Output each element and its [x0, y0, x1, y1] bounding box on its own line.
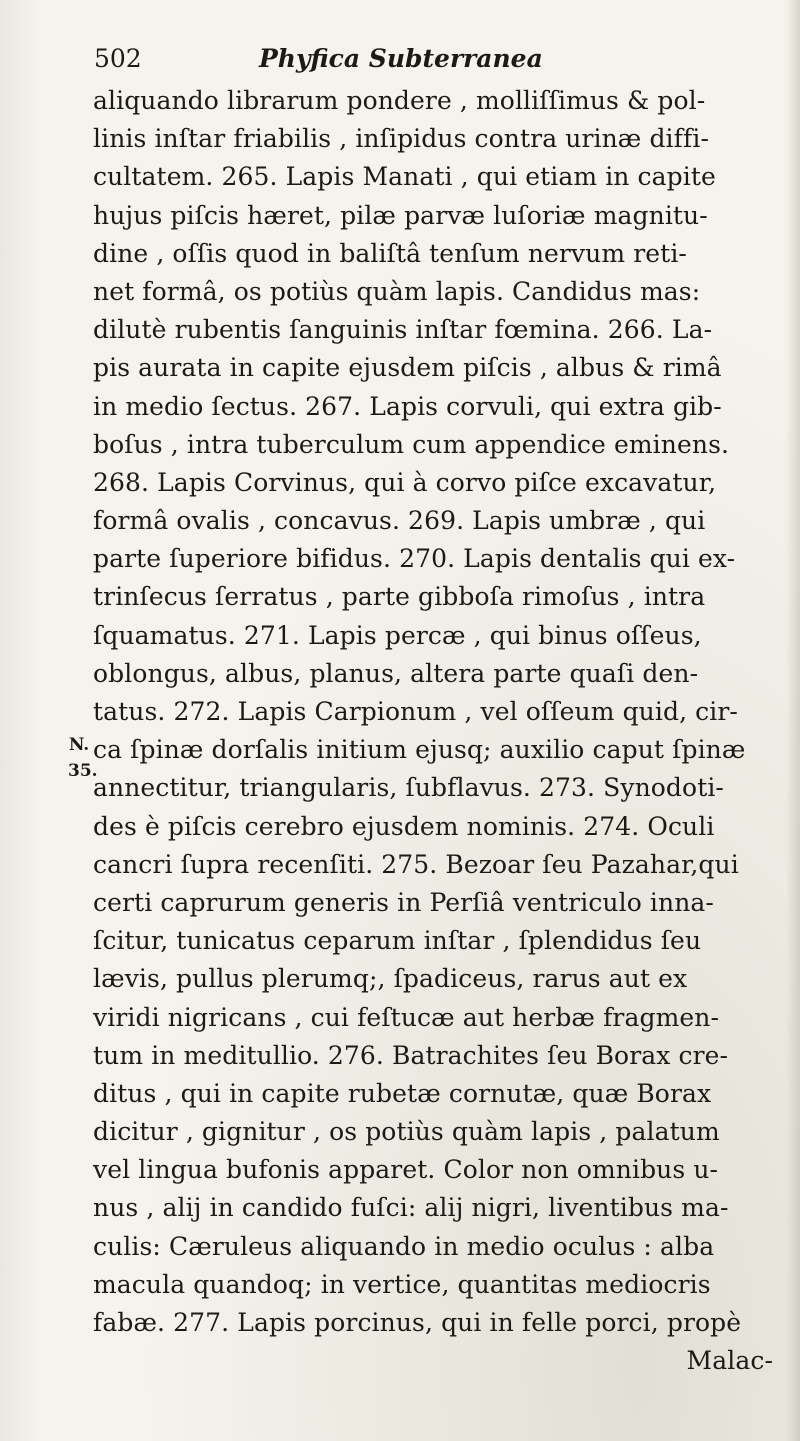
text-line: in medio ſectus. 267. Lapis corvuli, qui extra gib- [93, 391, 722, 421]
text-line: viridi nigricans , cui feſtucæ aut herbæ fragmen- [93, 1002, 720, 1032]
text-line: vel lingua bufonis apparet. Color non omnibus u- [93, 1155, 719, 1185]
text-line: 268. Lapis Corvinus, qui à corvo piſce excavatur, [93, 467, 717, 497]
text-line: dilutè rubentis ſanguinis inſtar fœmina. 266. La- [93, 315, 713, 345]
text-line: pis aurata in capite ejusdem piſcis , albus & rimâ [93, 353, 722, 383]
text-line: linis inſtar friabilis , inſipidus contra urinæ diffi- [93, 124, 709, 154]
text-line: culis: Cæruleus aliquando in medio oculus : alba [93, 1231, 715, 1261]
text-line: parte ſuperiore bifidus. 270. Lapis dentalis qui ex- [93, 544, 736, 574]
catchword: Malac- [686, 1346, 773, 1376]
text-line: dicitur , gignitur , os potiùs quàm lapis , palatum [93, 1117, 720, 1147]
margin-note-line: 35. [68, 761, 98, 781]
margin-note-line: N. [68, 735, 90, 755]
text-line: fabæ. 277. Lapis porcinus, qui in felle porci, propè [93, 1308, 742, 1337]
text-line: tatus. 272. Lapis Carpionum , vel oſſeum quid, cir- [93, 697, 738, 726]
text-line: trinſecus ſerratus , parte gibboſa rimoſus , intra [93, 582, 706, 612]
body-text [93, 82, 783, 1380]
text-line: ſcitur, tunicatus ceparum inſtar , ſplendidus ſeu [93, 926, 702, 956]
running-title: Phyfica Subterranea [259, 44, 543, 73]
text-line: des è piſcis cerebro ejusdem nominis. 274. Oculi [93, 811, 715, 841]
margin-note [68, 732, 98, 784]
text-line: nus , alij in candido fuſci: alij nigri, liventibus ma- [93, 1193, 729, 1223]
page-number: 502 [94, 44, 142, 73]
text-line: annectitur, triangularis, ſubflavus. 273. Synodoti- [93, 773, 724, 803]
text-line: tum in meditullio. 276. Batrachites ſeu Borax cre- [93, 1040, 729, 1070]
text-line: boſus , intra tuberculum cum appendice eminens. [93, 429, 730, 459]
text-line: net formâ, os potiùs quàm lapis. Candidus mas: [93, 276, 701, 306]
text-line: certi caprurum generis in Perſiâ ventriculo inna- [93, 887, 714, 917]
text-line: macula quandoq; in vertice, quantitas mediocris [93, 1269, 711, 1299]
text-line: cancri ſupra recenſiti. 275. Bezoar ſeu Pazahar,qui [93, 849, 739, 879]
text-line: hujus piſcis hæret, pilæ parvæ luſoriæ magnitu- [93, 200, 708, 230]
text-line: ditus , qui in capite rubetæ cornutæ, quæ Borax [93, 1078, 712, 1108]
text-line: formâ ovalis , concavus. 269. Lapis umbræ , qui [93, 506, 706, 536]
text-line: aliquando librarum pondere , molliſſimus & pol- [93, 86, 706, 115]
text-line: ſquamatus. 271. Lapis percæ , qui binus oſſeus, [93, 620, 702, 650]
text-line: oblongus, albus, planus, altera parte quaſi den- [93, 658, 699, 688]
text-line: cultatem. 265. Lapis Manati , qui etiam in capite [93, 162, 716, 192]
text-line: ca ſpinæ dorſalis initium ejusq; auxilio caput ſpinæ [93, 735, 746, 765]
page-edge-shadow [786, 0, 800, 1441]
page-header [94, 44, 654, 78]
text-line: lævis, pullus plerumq;, ſpadiceus, rarus aut ex [93, 964, 688, 994]
text-line: dine , oſſis quod in baliſtâ tenſum nervum reti- [93, 238, 687, 268]
